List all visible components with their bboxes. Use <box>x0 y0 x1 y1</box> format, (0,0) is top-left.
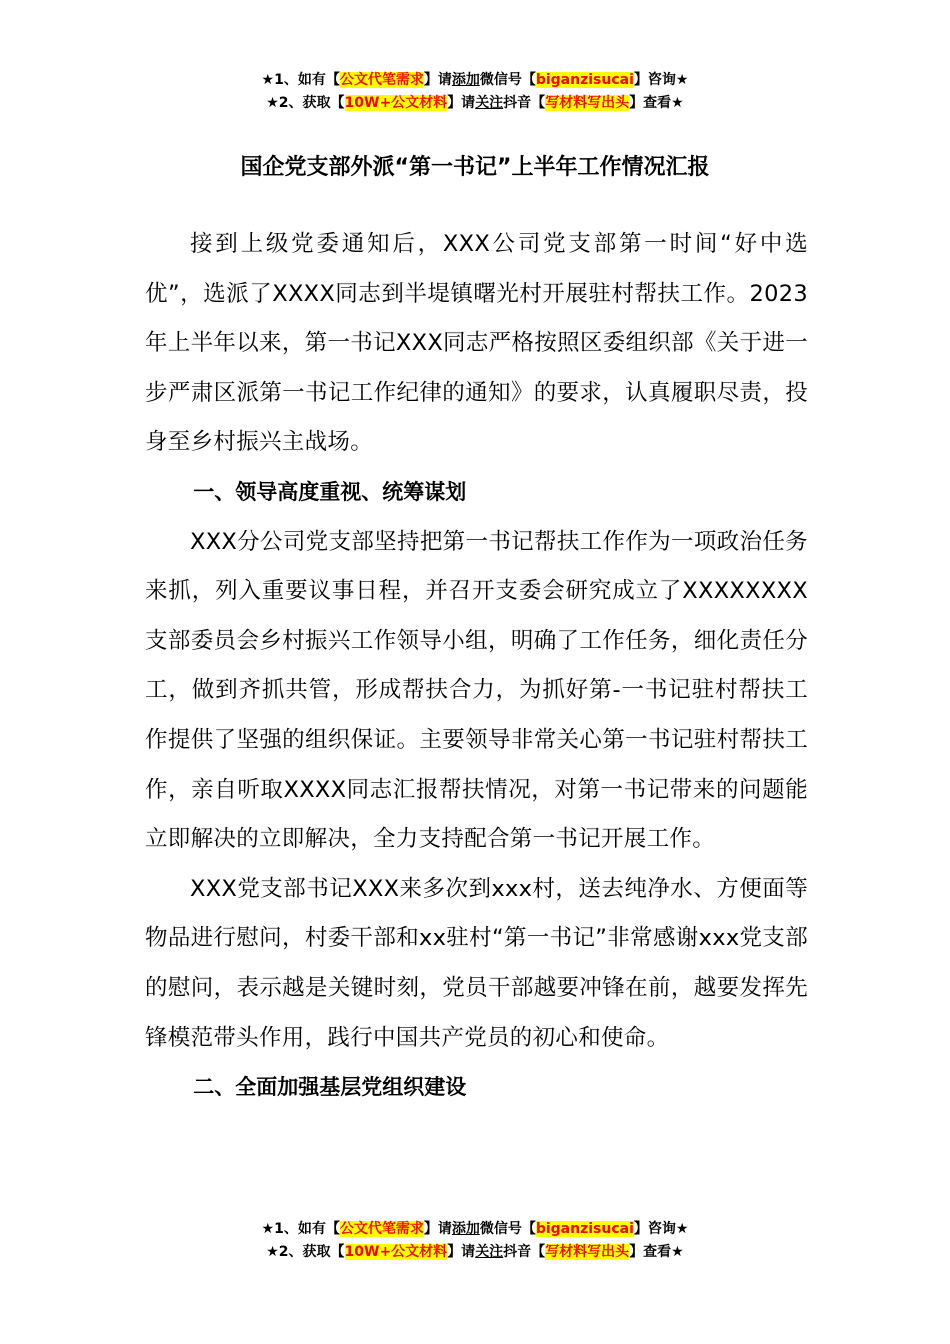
promo-highlight: 写材料写出头 <box>545 1244 630 1260</box>
document-body <box>145 220 808 1113</box>
promo-text: 】请 <box>447 95 476 111</box>
promo-underlined: 添加 <box>451 1221 480 1237</box>
promo-line-1 <box>0 1218 950 1241</box>
promo-text: 】请 <box>447 1244 476 1260</box>
promo-underlined: 添加 <box>451 72 480 88</box>
promo-banner-bottom <box>0 1218 950 1264</box>
promo-highlight: 公文代笔需求 <box>339 1221 424 1237</box>
promo-text: 】查看★ <box>629 1244 684 1260</box>
promo-text: 】咨询★ <box>633 72 689 88</box>
promo-highlight: biganzisucai <box>535 72 634 88</box>
promo-text: ★2、获取【 <box>266 1244 345 1260</box>
promo-text: 】咨询★ <box>633 1221 689 1237</box>
promo-text: 】请 <box>423 72 452 88</box>
paragraph-section-1a: XXX分公司党支部坚持把第一书记帮扶工作作为一项政治任务来抓，列入重要议事日程，并召开支委会研究成立了XXXXXXXX支部委员会乡村振兴工作领导小组，明确了工作任务，细化责任分工，做到齐抓共管，形成帮扶合力，为抓好第-一书记驻村帮扶工作提供了坚强的组织保证。主要领导非常关心第一书记驻村帮扶工作，亲自听取XXXX同志汇报帮扶情况，对第一书记带来的问题能立即解决的立即解决，全力支持配合第一书记开展工作。 <box>145 528 808 853</box>
promo-text: 抖音【 <box>503 95 546 111</box>
document-title: 国企党支部外派“第一书记”上半年工作情况汇报 <box>240 155 710 180</box>
promo-highlight: 写材料写出头 <box>545 95 630 111</box>
promo-highlight: 10W+公文材料 <box>344 95 448 111</box>
section-heading-2: 二、全面加强基层党组织建设 <box>193 1075 467 1100</box>
promo-text: 微信号【 <box>479 72 536 88</box>
promo-text: ★1、如有【 <box>261 72 340 88</box>
promo-text: 微信号【 <box>479 1221 536 1237</box>
promo-text: 】请 <box>423 1221 452 1237</box>
promo-text: ★2、获取【 <box>266 95 345 111</box>
promo-text: 抖音【 <box>503 1244 546 1260</box>
promo-highlight: 10W+公文材料 <box>344 1244 448 1260</box>
promo-underlined: 关注 <box>475 1244 504 1260</box>
promo-banner-top <box>0 69 950 115</box>
paragraph-section-1b: XXX党支部书记XXX来多次到xxx村，送去纯净水、方便面等物品进行慰问，村委干部和xx驻村“第一书记”非常感谢xxx党支部的慰问，表示越是关键时刻，党员干部越要冲锋在前，越要发挥先锋模范带头作用，践行中国共产党员的初心和使命。 <box>145 875 808 1051</box>
promo-text: ★1、如有【 <box>261 1221 340 1237</box>
promo-text: 】查看★ <box>629 95 684 111</box>
promo-line-2 <box>0 92 950 115</box>
paragraph-intro: 接到上级党委通知后，XXX公司党支部第一时间“好中选优”，选派了XXXX同志到半堤镇曙光村开展驻村帮扶工作。2023年上半年以来，第一书记XXX同志严格按照区委组织部《关于进一步严肃区派第一书记工作纪律的通知》的要求，认真履职尽责，投身至乡村振兴主战场。 <box>145 231 808 456</box>
promo-underlined: 关注 <box>475 95 504 111</box>
promo-highlight: biganzisucai <box>535 1221 634 1237</box>
promo-line-2 <box>0 1241 950 1264</box>
section-heading-1: 一、领导高度重视、统筹谋划 <box>193 479 467 504</box>
promo-highlight: 公文代笔需求 <box>339 72 424 88</box>
promo-line-1 <box>0 69 950 92</box>
